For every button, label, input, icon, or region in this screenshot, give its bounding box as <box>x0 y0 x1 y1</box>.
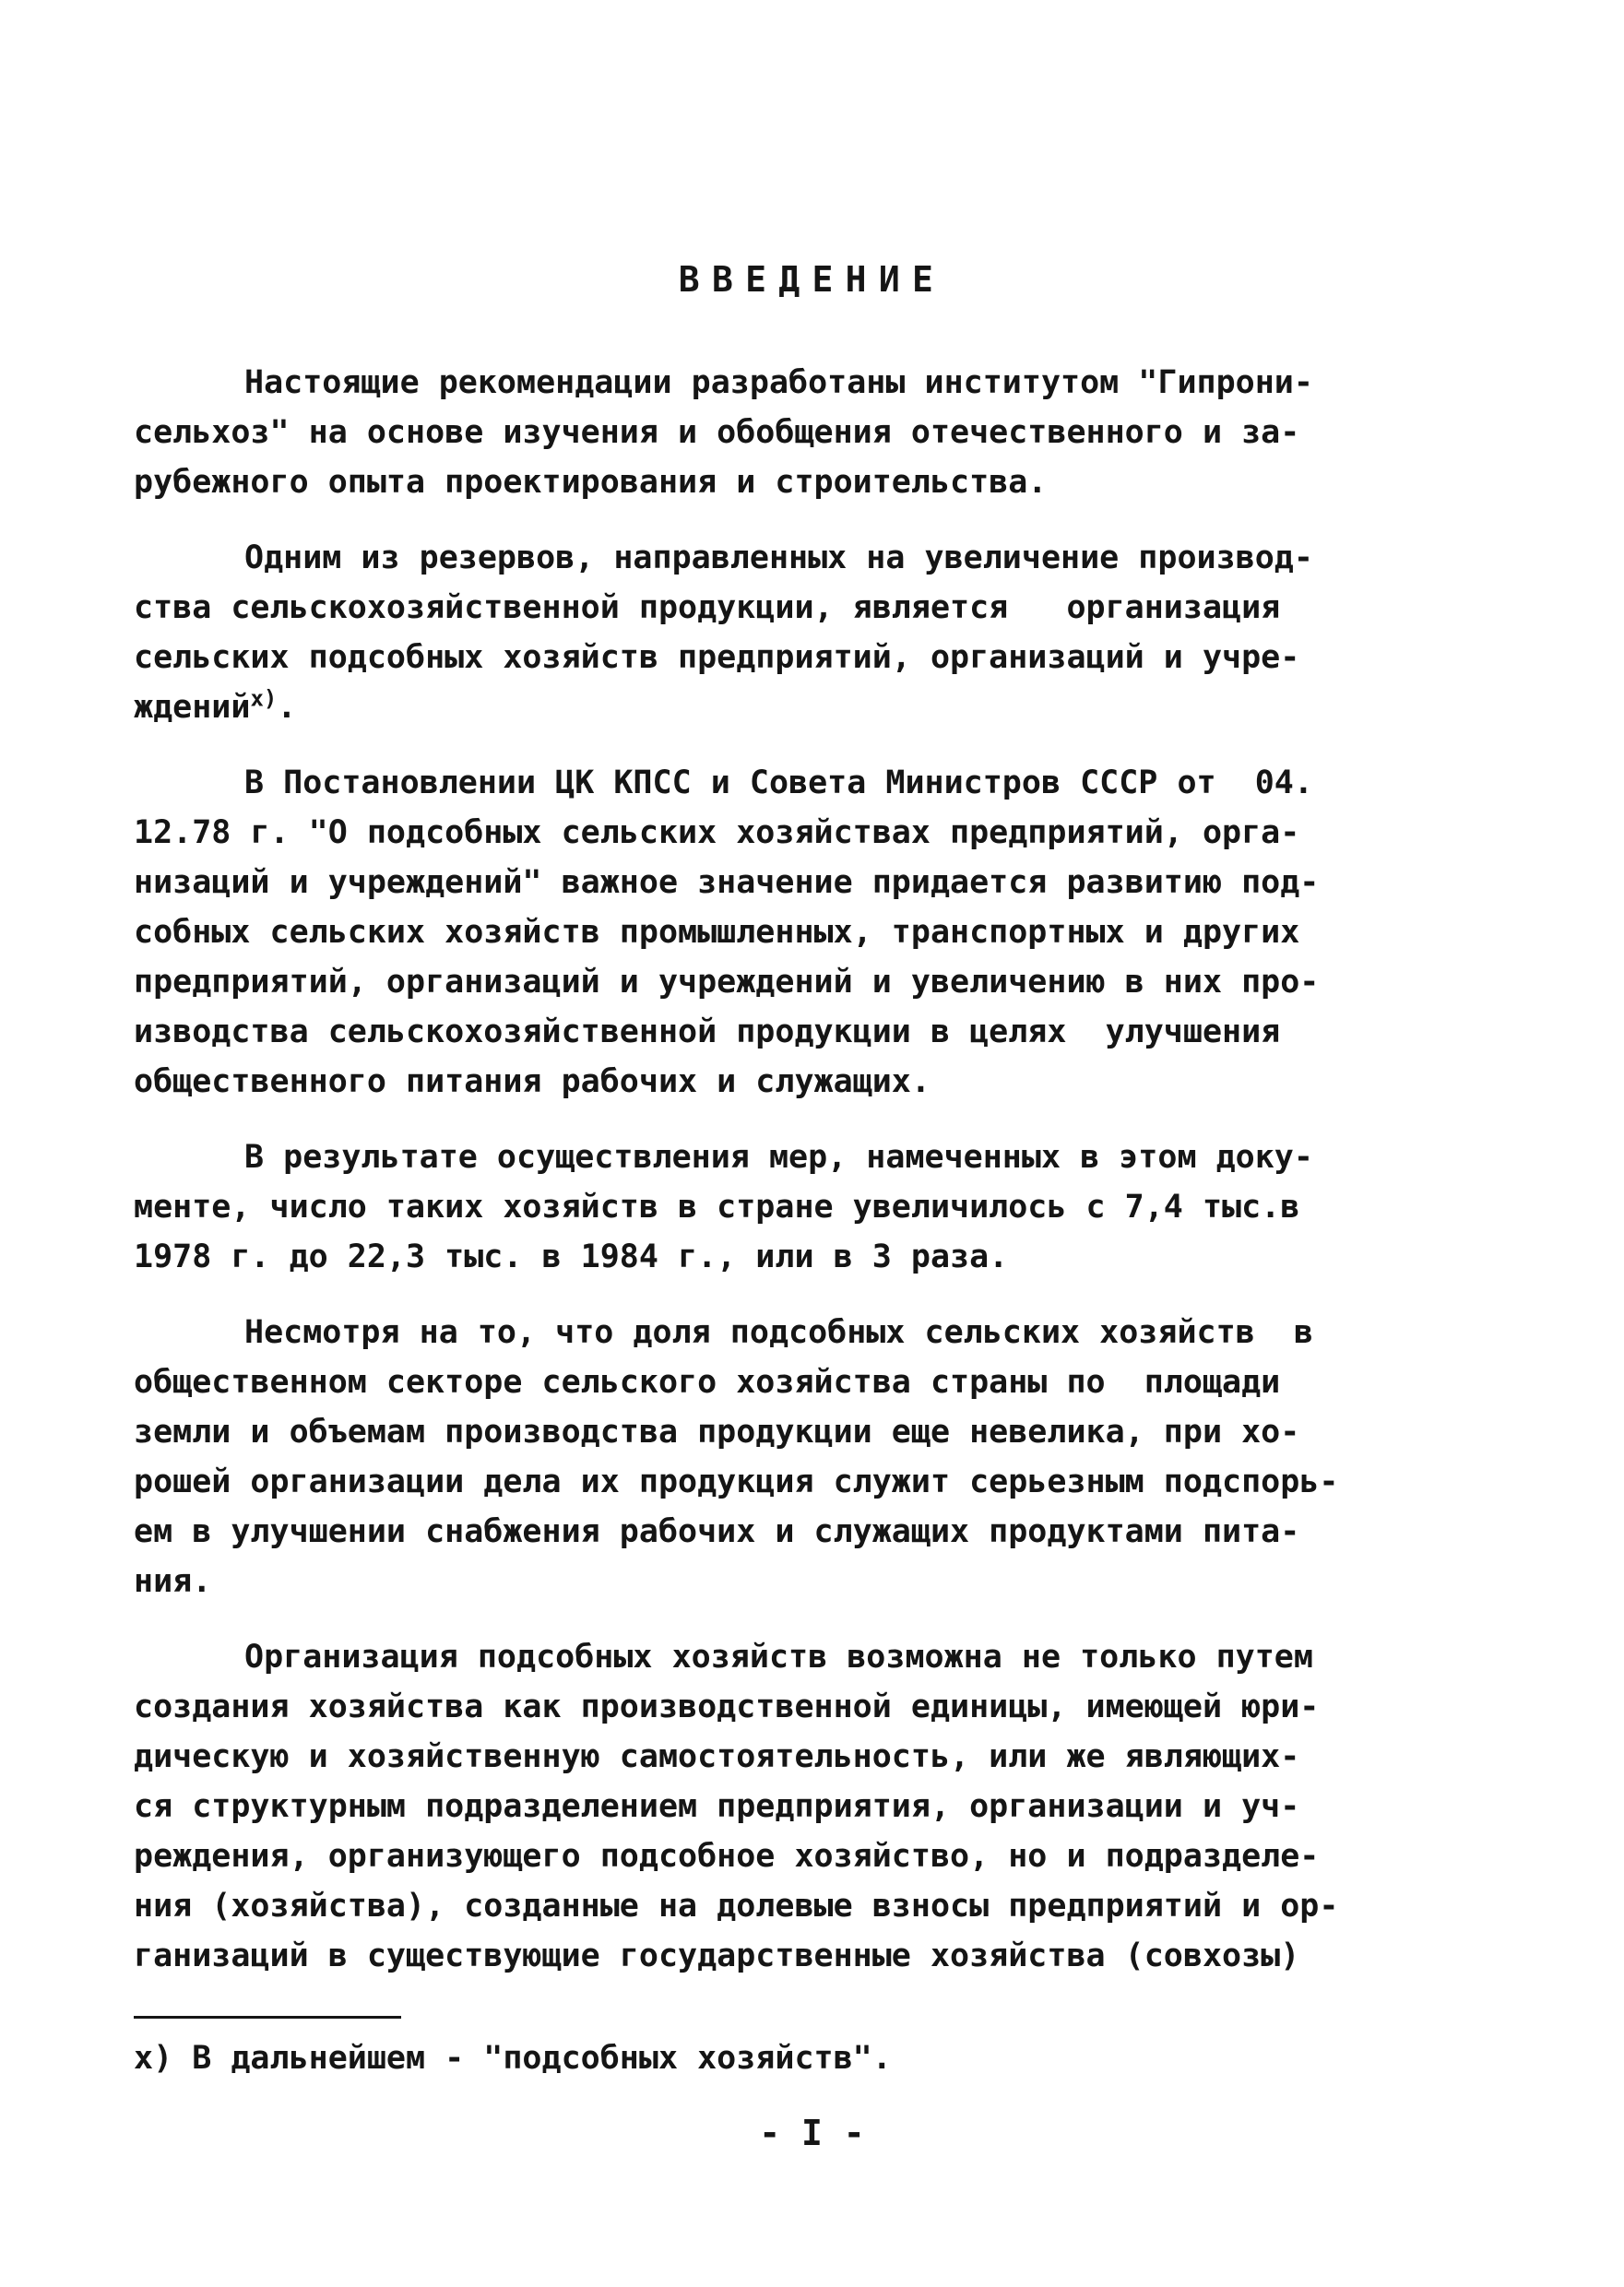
body-text <box>134 358 1406 2007</box>
footnote-marker: х) <box>250 685 278 712</box>
text-line: ства сельскохозяйственной продукции, является организация <box>134 589 1281 626</box>
text-line: общественного питания рабочих и служащих. <box>134 1063 931 1100</box>
text-line: 1978 г. до 22,3 тыс. в 1984 г., или в 3 раза. <box>134 1238 1009 1275</box>
text-line: собных сельских хозяйств промышленных, транспортных и других <box>134 914 1300 951</box>
footnote-divider <box>134 2016 401 2019</box>
text-line: земли и объемам производства продукции еще невелика, при хо- <box>134 1414 1300 1451</box>
text-line <box>134 682 1406 732</box>
text-line: Несмотря на то, что доля подсобных сельских хозяйств в <box>244 1314 1313 1351</box>
text-line: предприятий, организаций и учреждений и увеличению в них про- <box>134 964 1320 1001</box>
paragraph-3 <box>134 758 1406 1107</box>
paragraph-5 <box>134 1308 1406 1606</box>
text-line: изводства сельскохозяйственной продукции в целях улучшения <box>134 1013 1281 1050</box>
text-line: рошей организации дела их продукция служит серьезным подспорь- <box>134 1463 1339 1500</box>
text-line: Организация подсобных хозяйств возможна не только путем <box>244 1639 1313 1676</box>
text-line: реждения, организующего подсобное хозяйство, но и подразделе- <box>134 1838 1320 1875</box>
text-line: создания хозяйства как производственной единицы, имеющей юри- <box>134 1689 1320 1725</box>
section-title: ВВЕДЕНИЕ <box>678 259 946 300</box>
text-line: сельхоз" на основе изучения и обобщения отечественного и за- <box>134 414 1300 451</box>
text-fragment: . <box>277 689 297 726</box>
text-line: сельских подсобных хозяйств предприятий, организаций и учре- <box>134 639 1300 676</box>
text-line: Настоящие рекомендации разработаны институтом "Гипрони- <box>244 364 1313 401</box>
text-line: В Постановлении ЦК КПСС и Совета Министров СССР от 04. <box>244 764 1313 801</box>
text-line: 12.78 г. "О подсобных сельских хозяйствах предприятий, орга- <box>134 814 1300 851</box>
text-line: рубежного опыта проектирования и строительства. <box>134 464 1048 501</box>
text-line: общественном секторе сельского хозяйства страны по площади <box>134 1364 1281 1401</box>
paragraph-6 <box>134 1632 1406 1981</box>
paragraph-2 <box>134 533 1406 732</box>
paragraph-1 <box>134 358 1406 507</box>
page-number: - I - <box>759 2113 865 2153</box>
paragraph-4 <box>134 1132 1406 1282</box>
text-line: ганизаций в существующие государственные хозяйства (совхозы) <box>134 1937 1300 1974</box>
footnote-text: х) В дальнейшем - "подсобных хозяйств". <box>134 2040 892 2077</box>
text-line: Одним из резервов, направленных на увеличение производ- <box>244 539 1313 576</box>
text-line: ния (хозяйства), созданные на долевые взносы предприятий и ор- <box>134 1888 1339 1925</box>
text-line: ем в улучшении снабжения рабочих и служащих продуктами пита- <box>134 1513 1300 1550</box>
text-line: менте, число таких хозяйств в стране увеличилось с 7,4 тыс.в <box>134 1189 1300 1226</box>
text-line: ся структурным подразделением предприятия, организации и уч- <box>134 1788 1300 1825</box>
text-line: низаций и учреждений" важное значение придается развитию под- <box>134 864 1320 901</box>
text-line: ния. <box>134 1563 212 1600</box>
text-line: дическую и хозяйственную самостоятельность, или же являющих- <box>134 1738 1300 1775</box>
text-fragment: ждений <box>134 689 251 726</box>
text-line: В результате осуществления мер, намеченных в этом доку- <box>244 1139 1313 1176</box>
